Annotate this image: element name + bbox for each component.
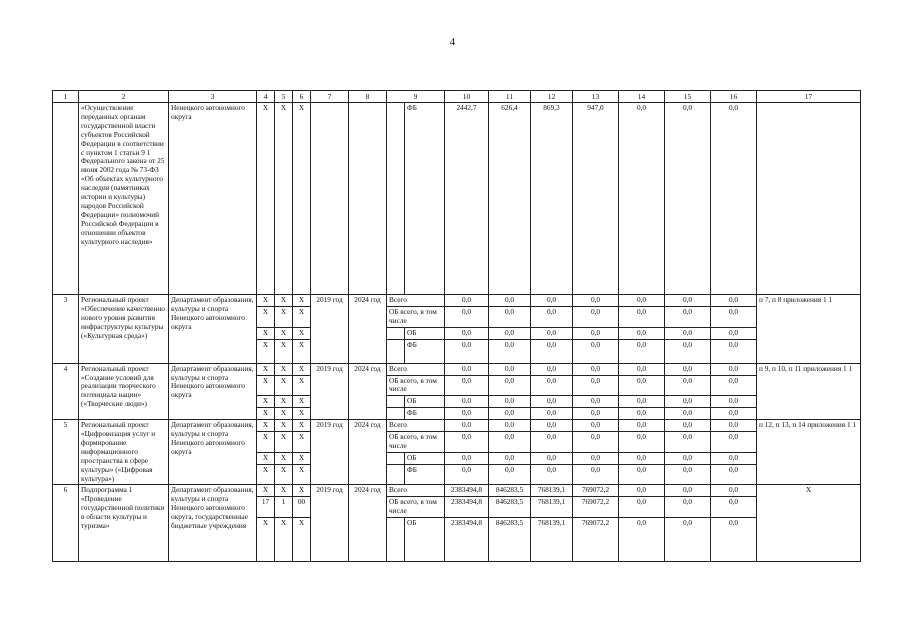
value-cell: 0,0 [711,295,757,307]
value-cell: 0,0 [619,465,665,485]
code-cell: X [275,327,293,339]
value-cell: 0,0 [489,375,531,396]
value-cell: 0,0 [711,408,757,420]
code-cell: X [257,453,275,465]
code-cell: 17 [257,497,275,518]
value-cell: 0,0 [619,295,665,307]
header-cell: 12 [531,91,573,103]
value-cell: 0,0 [531,432,573,453]
end-year-cell [349,103,387,295]
value-cell: 0,0 [665,103,711,295]
value-cell: 626,4 [489,103,531,295]
value-cell: 0,0 [619,339,665,363]
code-cell: X [293,396,311,408]
table-row [53,295,861,307]
code-cell: X [293,339,311,363]
value-cell: 0,0 [711,103,757,295]
funding-source-cell: ФБ [405,339,445,363]
value-cell: 0,0 [711,396,757,408]
start-year-cell: 2019 год [311,363,349,419]
value-cell: 0,0 [711,465,757,485]
table-row [53,485,861,497]
value-cell: 0,0 [665,497,711,518]
code-cell: X [293,518,311,562]
value-cell: 0,0 [489,396,531,408]
code-cell: X [293,375,311,396]
value-cell: 0,0 [445,465,489,485]
value-cell: 768139,1 [531,518,573,562]
row-number-cell [53,103,79,295]
value-cell: 0,0 [531,465,573,485]
funding-source-cell: ОБ [405,327,445,339]
value-cell: 0,0 [619,363,665,375]
code-cell: X [293,465,311,485]
value-cell: 0,0 [665,518,711,562]
funding-source-cell: ОБ всего, в том числе [387,375,445,396]
value-cell: 0,0 [489,465,531,485]
value-cell: 0,0 [619,518,665,562]
header-cell: 1 [53,91,79,103]
value-cell: 0,0 [489,339,531,363]
source-indent-cell [387,339,405,363]
value-cell: 0,0 [711,375,757,396]
code-cell: X [293,103,311,295]
value-cell: 0,0 [531,420,573,432]
source-indent-cell [387,396,405,408]
value-cell: 947,0 [573,103,619,295]
header-cell: 3 [169,91,257,103]
value-cell: 0,0 [619,420,665,432]
code-cell: X [275,307,293,328]
funding-source-cell: ФБ [405,465,445,485]
value-cell: 0,0 [619,497,665,518]
code-cell: X [293,408,311,420]
value-cell: 0,0 [711,432,757,453]
code-cell: X [257,518,275,562]
note-cell: п 9, п 10, п 11 приложения 1 1 [757,363,861,419]
header-cell: 14 [619,91,665,103]
value-cell: 0,0 [573,295,619,307]
code-cell: X [257,295,275,307]
end-year-cell: 2024 год [349,485,387,562]
value-cell: 0,0 [619,453,665,465]
funding-source-cell: ОБ [405,518,445,562]
header-cell: 15 [665,91,711,103]
value-cell: 0,0 [489,420,531,432]
value-cell: 0,0 [445,396,489,408]
value-cell: 846283,5 [489,497,531,518]
value-cell: 0,0 [573,420,619,432]
row-number-cell: 3 [53,295,79,364]
value-cell: 0,0 [573,339,619,363]
header-row [53,91,861,103]
description-cell: Подпрограмма 1 «Проведение государственной политики в области культуры и туризма» [79,485,169,562]
value-cell: 0,0 [489,295,531,307]
source-indent-cell [387,453,405,465]
code-cell: X [275,432,293,453]
start-year-cell: 2019 год [311,295,349,364]
value-cell: 0,0 [573,408,619,420]
executor-cell: Департамент образования, культуры и спорта Ненецкого автономного округа [169,295,257,364]
header-cell: 8 [349,91,387,103]
code-cell: X [257,408,275,420]
funding-source-cell: Всего [387,485,445,497]
code-cell: X [257,420,275,432]
table-row [53,363,861,375]
value-cell: 0,0 [573,465,619,485]
value-cell: 0,0 [665,432,711,453]
value-cell: 0,0 [573,327,619,339]
value-cell: 0,0 [619,327,665,339]
code-cell: X [257,103,275,295]
value-cell: 0,0 [711,518,757,562]
value-cell: 0,0 [619,375,665,396]
code-cell: X [275,339,293,363]
value-cell: 0,0 [619,485,665,497]
value-cell: 0,0 [665,396,711,408]
value-cell: 769072,2 [573,518,619,562]
header-cell: 7 [311,91,349,103]
value-cell: 0,0 [445,295,489,307]
description-cell: Региональный проект «Цифровизация услуг и формирование информационного пространства в сфере культуры» («Цифровая культура») [79,420,169,485]
funding-source-cell: Всего [387,295,445,307]
table-row [53,103,861,295]
value-cell: 0,0 [665,408,711,420]
value-cell: 0,0 [619,432,665,453]
executor-cell: Департамент образования, культуры и спорта Ненецкого автономного округа, государственные бюджетные учреждения [169,485,257,562]
header-cell: 2 [79,91,169,103]
code-cell: X [257,307,275,328]
value-cell: 0,0 [445,375,489,396]
header-cell: 16 [711,91,757,103]
value-cell: 0,0 [531,408,573,420]
value-cell: 0,0 [711,420,757,432]
funding-source-cell: ОБ [405,396,445,408]
value-cell: 0,0 [445,339,489,363]
funding-source-cell: ОБ всего, в том числе [387,432,445,453]
code-cell: X [275,103,293,295]
value-cell: 0,0 [619,307,665,328]
code-cell: X [275,363,293,375]
code-cell: X [257,396,275,408]
code-cell: X [275,485,293,497]
code-cell: X [275,465,293,485]
value-cell: 0,0 [531,339,573,363]
code-cell: X [275,408,293,420]
value-cell: 0,0 [445,420,489,432]
value-cell: 0,0 [665,307,711,328]
executor-cell: Департамент образования, культуры и спорта Ненецкого автономного округа [169,420,257,485]
code-cell: X [257,485,275,497]
value-cell: 2383494,8 [445,497,489,518]
start-year-cell [311,103,349,295]
value-cell: 0,0 [665,339,711,363]
value-cell: 0,0 [665,420,711,432]
value-cell: 0,0 [489,327,531,339]
value-cell: 0,0 [489,307,531,328]
code-cell: X [293,363,311,375]
code-cell: X [275,295,293,307]
value-cell: 0,0 [711,497,757,518]
program-table [52,90,861,562]
code-cell: X [293,453,311,465]
note-cell: п 12, п 13, п 14 приложения 1 1 [757,420,861,485]
header-cell: 5 [275,91,293,103]
page-number: 4 [449,36,456,48]
code-cell: X [257,432,275,453]
value-cell: 768139,1 [531,497,573,518]
header-cell: 13 [573,91,619,103]
value-cell: 0,0 [711,453,757,465]
code-cell: X [257,465,275,485]
header-cell: 4 [257,91,275,103]
code-cell: X [293,420,311,432]
value-cell: 769072,2 [573,497,619,518]
code-cell: X [275,396,293,408]
value-cell: 0,0 [489,408,531,420]
source-indent-cell [387,408,405,420]
header-cell: 6 [293,91,311,103]
code-cell: X [275,375,293,396]
value-cell: 0,0 [665,295,711,307]
funding-source-cell: ФБ [405,408,445,420]
code-cell: X [293,307,311,328]
description-cell: Региональный проект «Обеспечение качественно нового уровня развития инфраструктуры культуры («Культурная среда») [79,295,169,364]
value-cell: 0,0 [445,432,489,453]
value-cell: 769072,2 [573,485,619,497]
code-cell: X [293,327,311,339]
value-cell: 0,0 [489,432,531,453]
description-cell: «Осуществление переданных органам государственной власти субъектов Российской Федерации в соответствии с пунктом 1 статьи 9 1 Федерального закона от 25 июня 2002 года № 73-ФЗ «Об объектах культурного наследия (памятниках истории и культуры) народов Российской Федерации» полномочий Российской Федерации в отношении объектов культурного наследия» [79,103,169,295]
value-cell: 846283,5 [489,518,531,562]
code-cell: X [257,327,275,339]
value-cell: 0,0 [573,432,619,453]
value-cell: 0,0 [445,453,489,465]
note-cell: X [757,485,861,562]
value-cell: 0,0 [445,327,489,339]
value-cell: 0,0 [665,327,711,339]
end-year-cell: 2024 год [349,420,387,485]
value-cell: 0,0 [573,363,619,375]
value-cell: 0,0 [531,453,573,465]
source-indent-cell [387,465,405,485]
value-cell: 0,0 [711,363,757,375]
code-cell: X [257,363,275,375]
funding-source-cell: ОБ [405,453,445,465]
value-cell: 0,0 [665,453,711,465]
value-cell: 0,0 [531,375,573,396]
funding-source-cell: ОБ всего, в том числе [387,307,445,328]
code-cell: X [293,432,311,453]
funding-source-cell: ОБ всего, в том числе [387,497,445,518]
value-cell: 768139,1 [531,485,573,497]
code-cell: X [275,453,293,465]
value-cell: 0,0 [665,485,711,497]
value-cell: 846283,5 [489,485,531,497]
value-cell: 0,0 [573,453,619,465]
value-cell: 0,0 [531,327,573,339]
funding-source-cell: Всего [387,420,445,432]
code-cell: X [257,339,275,363]
code-cell: 00 [293,497,311,518]
value-cell: 0,0 [531,307,573,328]
value-cell: 0,0 [445,307,489,328]
code-cell: X [293,295,311,307]
header-cell: 17 [757,91,861,103]
row-number-cell: 4 [53,363,79,419]
end-year-cell: 2024 год [349,295,387,364]
value-cell: 2442,7 [445,103,489,295]
value-cell: 0,0 [711,485,757,497]
header-cell: 9 [387,91,445,103]
value-cell: 0,0 [489,453,531,465]
value-cell: 869,3 [531,103,573,295]
header-cell: 11 [489,91,531,103]
funding-source-cell: Всего [387,363,445,375]
source-indent-cell [387,518,405,562]
source-indent-cell [387,103,405,295]
value-cell: 0,0 [531,396,573,408]
description-cell: Региональный проект «Создание условий для реализации творческого потенциала нации» («Творческие люди») [79,363,169,419]
source-indent-cell [387,327,405,339]
row-number-cell: 5 [53,420,79,485]
value-cell: 0,0 [445,363,489,375]
value-cell: 2383494,8 [445,485,489,497]
executor-cell: Департамент образования, культуры и спорта Ненецкого автономного округа [169,363,257,419]
end-year-cell: 2024 год [349,363,387,419]
start-year-cell: 2019 год [311,485,349,562]
code-cell: 1 [275,497,293,518]
code-cell: X [257,375,275,396]
value-cell: 0,0 [531,295,573,307]
header-cell: 10 [445,91,489,103]
value-cell: 0,0 [489,363,531,375]
value-cell: 0,0 [619,396,665,408]
executor-cell: Ненецкого автономного округа [169,103,257,295]
value-cell: 0,0 [665,375,711,396]
row-number-cell: 6 [53,485,79,562]
value-cell: 0,0 [711,327,757,339]
code-cell: X [275,420,293,432]
value-cell: 0,0 [573,396,619,408]
code-cell: X [293,485,311,497]
note-cell: п 7, п 8 приложения 1 1 [757,295,861,364]
value-cell: 0,0 [573,307,619,328]
value-cell: 0,0 [711,307,757,328]
value-cell: 0,0 [619,103,665,295]
value-cell: 2383494,8 [445,518,489,562]
start-year-cell: 2019 год [311,420,349,485]
funding-source-cell: ФБ [405,103,445,295]
value-cell: 0,0 [619,408,665,420]
value-cell: 0,0 [665,363,711,375]
note-cell [757,103,861,295]
table-row [53,420,861,432]
value-cell: 0,0 [573,375,619,396]
value-cell: 0,0 [531,363,573,375]
value-cell: 0,0 [711,339,757,363]
code-cell: X [275,518,293,562]
value-cell: 0,0 [445,408,489,420]
value-cell: 0,0 [665,465,711,485]
